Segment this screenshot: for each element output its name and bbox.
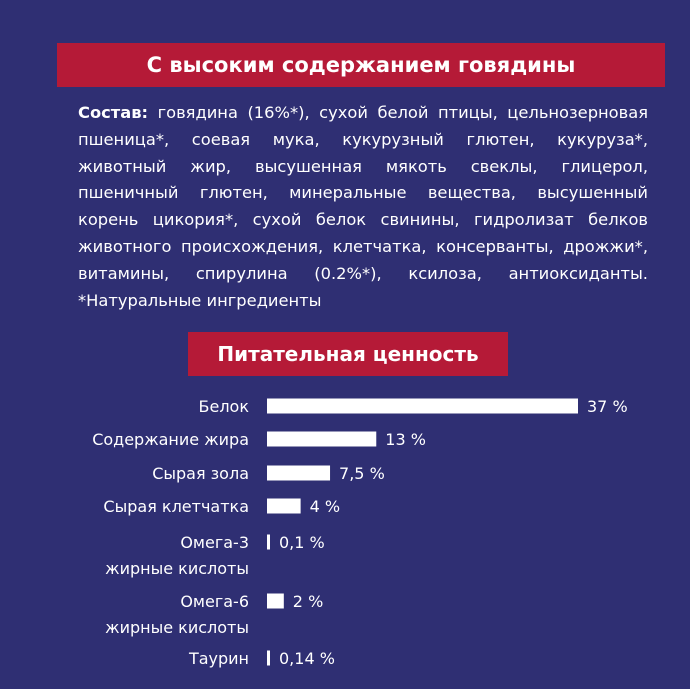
value-label: 7,5 % [339, 464, 385, 483]
value-label: 37 % [587, 397, 628, 416]
composition-label: Состав: [78, 103, 149, 122]
bar-2 [267, 466, 330, 481]
category-label: жирные кислоты [105, 618, 249, 637]
value-label: 13 % [385, 430, 426, 449]
value-label: 0,14 % [279, 649, 335, 668]
composition-text [78, 100, 648, 314]
category-label: жирные кислоты [105, 559, 249, 578]
category-label: Содержание жира [92, 430, 249, 449]
value-label: 0,1 % [279, 533, 325, 552]
value-label: 4 % [309, 497, 341, 516]
bar-0 [267, 399, 578, 414]
bar-3 [267, 499, 301, 514]
bar-6 [267, 651, 270, 666]
category-label: Омега-3 [180, 533, 249, 552]
bar-1 [267, 432, 376, 447]
chart-title: Питательная ценность [217, 342, 479, 366]
category-label: Таурин [188, 649, 249, 668]
category-label: Омега-6 [180, 592, 249, 611]
category-label: Белок [198, 397, 249, 416]
category-label: Сырая клетчатка [103, 497, 249, 516]
category-label: Сырая зола [152, 464, 249, 483]
category-labels-group [92, 397, 249, 668]
bar-5 [267, 594, 284, 609]
composition-body: говядина (16%*), сухой белой птицы, цельнозерновая пшеница*, соевая мука, кукурузный глютен, кукуруза*, животный жир, высушенная мякоть свеклы, глицерол, пшеничный глютен, минеральные вещества, высушенный корень цикория*, сухой белок свинины, гидролизат белков животного происхождения, клетчатка, консерванты, дрожжи*, витамины, спирулина (0.2%*), ксилоза, антиоксиданты. *Натуральные ингредиенты [78, 103, 648, 310]
title-banner [57, 43, 665, 87]
bar-4 [267, 535, 270, 550]
value-label: 2 % [292, 592, 324, 611]
nutrition-banner [188, 332, 508, 376]
page-title: С высоким содержанием говядины [146, 53, 576, 77]
nutrition-bar-chart [0, 380, 690, 680]
